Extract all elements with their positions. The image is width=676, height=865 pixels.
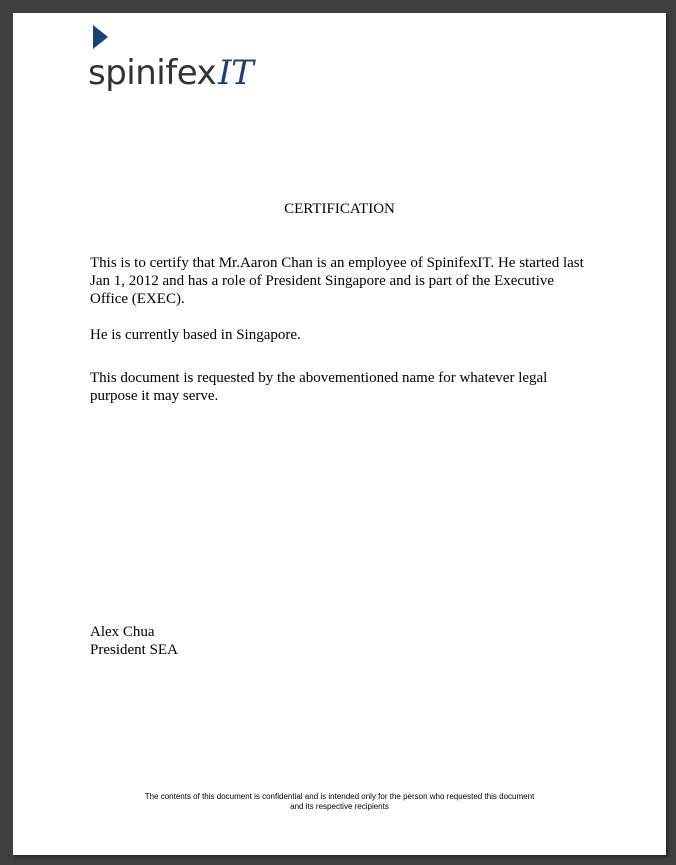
company-logo <box>88 23 288 103</box>
logo-text-main: spinifex <box>88 53 217 93</box>
footer-line-1: The contents of this document is confidential and is intended only for the person who requested this document <box>144 792 535 801</box>
paragraph-employment: This is to certify that Mr.Aaron Chan is an employee of SpinifexIT. He started last Jan 1, 2012 and has a role of President Singapore and is part of the Executive Office (EXEC). <box>90 255 584 307</box>
document-page <box>13 13 666 855</box>
signatory-title: President SEA <box>90 642 178 658</box>
logo-text-accent: IT <box>218 53 254 93</box>
footer-line-2: and its respective recipients <box>290 802 389 811</box>
paragraph-location: He is currently based in Singapore. <box>90 327 301 343</box>
document-title: CERTIFICATION <box>284 201 395 217</box>
confidentiality-footer <box>13 792 666 812</box>
signatory-name: Alex Chua <box>90 624 155 640</box>
paragraph-purpose: This document is requested by the abovementioned name for whatever legal purpose it may serve. <box>90 370 548 404</box>
play-triangle-icon <box>93 25 108 49</box>
logo-wordmark <box>88 53 253 93</box>
